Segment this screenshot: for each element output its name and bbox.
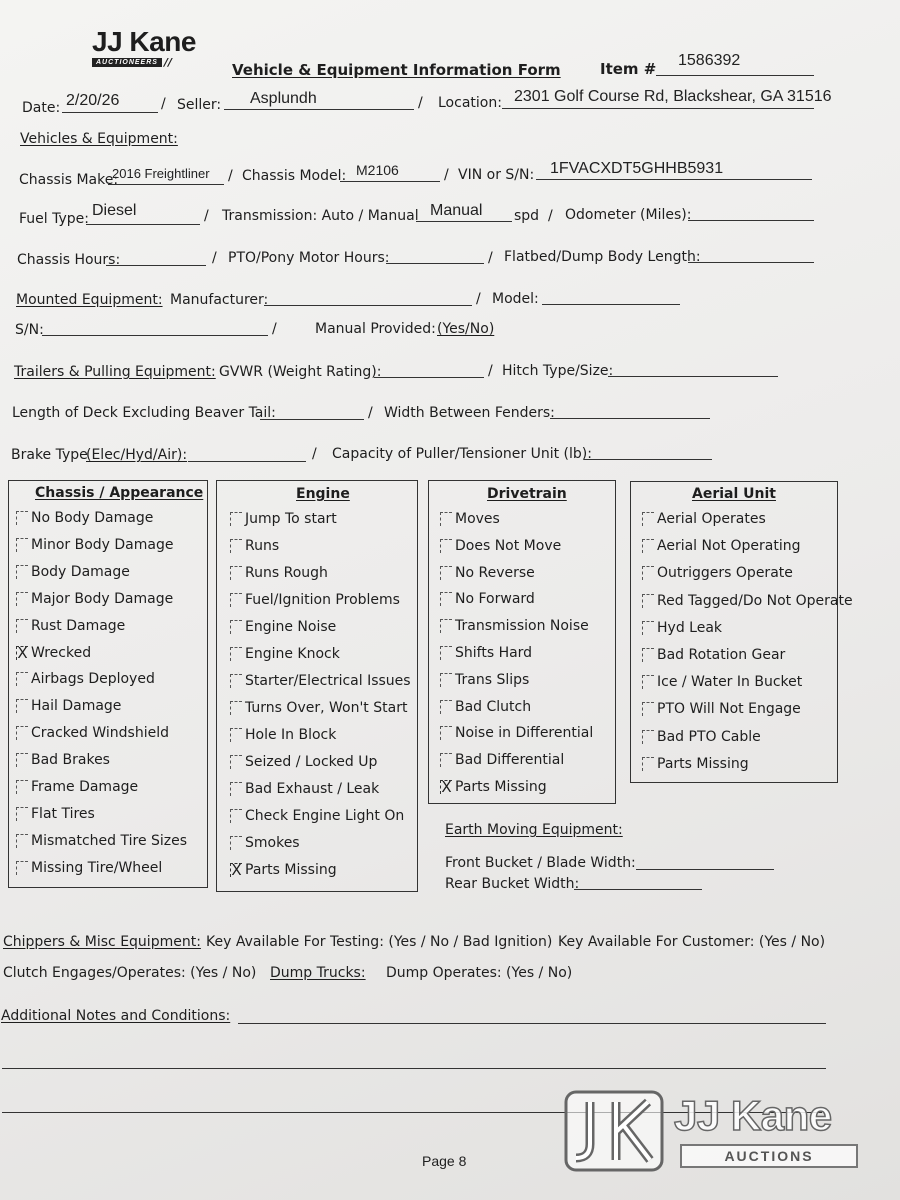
checklist-label: Seized / Locked Up bbox=[245, 754, 378, 770]
slash: / bbox=[476, 291, 481, 307]
checklist-label: Fuel/Ignition Problems bbox=[245, 592, 400, 608]
engine-item[interactable] bbox=[230, 673, 411, 689]
aerial-item[interactable] bbox=[642, 729, 761, 745]
checklist-label: Bad Exhaust / Leak bbox=[245, 781, 380, 797]
slash: / bbox=[548, 208, 553, 224]
front-bucket-label: Front Bucket / Blade Width: bbox=[445, 855, 636, 871]
checklist-label: Bad Differential bbox=[455, 752, 565, 769]
slash: / bbox=[488, 363, 493, 379]
checkbox[interactable] bbox=[230, 755, 242, 769]
deck-label: Length of Deck Excluding Beaver Tail: bbox=[12, 405, 276, 421]
engine-item[interactable] bbox=[230, 808, 404, 824]
checkbox[interactable] bbox=[440, 592, 452, 606]
item-label: Item # bbox=[600, 60, 657, 78]
location-value[interactable]: 2301 Golf Course Rd, Blackshear, GA 31516 bbox=[514, 88, 832, 105]
engine-item[interactable] bbox=[230, 727, 336, 743]
chassis-item[interactable] bbox=[16, 591, 173, 607]
brake-field[interactable] bbox=[188, 461, 306, 462]
checklist-label: PTO Will Not Engage bbox=[657, 701, 801, 718]
checkbox[interactable] bbox=[16, 780, 28, 794]
location-line bbox=[502, 108, 814, 109]
chassis-item[interactable] bbox=[16, 645, 91, 661]
engine-item[interactable] bbox=[230, 565, 328, 581]
checklist-label: Minor Body Damage bbox=[31, 536, 174, 553]
drivetrain-item[interactable] bbox=[440, 511, 500, 527]
manual-options[interactable]: (Yes/No) bbox=[437, 321, 495, 337]
checklist-label: Bad Rotation Gear bbox=[657, 647, 786, 663]
deck-field[interactable] bbox=[260, 419, 364, 420]
checkbox[interactable] bbox=[16, 565, 28, 579]
logo-name: JJ Kane bbox=[92, 26, 196, 57]
checkbox[interactable] bbox=[440, 700, 452, 714]
rear-bucket-label: Rear Bucket Width: bbox=[445, 876, 580, 892]
slash: / bbox=[161, 96, 166, 112]
drivetrain-item[interactable] bbox=[440, 618, 589, 634]
watermark-sub: AUCTIONS bbox=[680, 1144, 858, 1168]
brake-label: Brake Type bbox=[11, 447, 88, 463]
model-field[interactable] bbox=[542, 304, 680, 305]
brake-options[interactable]: (Elec/Hyd/Air): bbox=[86, 447, 188, 463]
chassis-item[interactable] bbox=[16, 564, 130, 580]
chassis-item[interactable] bbox=[16, 752, 110, 768]
checkbox[interactable] bbox=[642, 512, 654, 526]
capacity-label: Capacity of Puller/Tensioner Unit (lb): bbox=[332, 446, 592, 462]
chassis-item[interactable] bbox=[16, 510, 153, 526]
checklist-label: Starter/Electrical Issues bbox=[245, 673, 411, 689]
checkbox[interactable] bbox=[16, 807, 28, 821]
checkbox[interactable]: X bbox=[17, 643, 28, 662]
manufacturer-field[interactable] bbox=[264, 305, 472, 306]
checklist-label: Parts Missing bbox=[657, 755, 749, 772]
checkbox[interactable] bbox=[642, 594, 654, 608]
sn-label: S/N: bbox=[15, 322, 44, 338]
transmission-label: Transmission: Auto / Manual bbox=[222, 208, 419, 224]
engine-item[interactable] bbox=[230, 862, 337, 878]
chassis-box-title: Chassis / Appearance bbox=[35, 485, 204, 501]
dump-operates-label[interactable]: Dump Operates: (Yes / No) bbox=[386, 965, 573, 981]
chassis-model-line bbox=[340, 181, 440, 182]
checklist-label: Hole In Block bbox=[245, 727, 337, 743]
checkbox[interactable] bbox=[230, 674, 242, 688]
slash: / bbox=[204, 208, 209, 224]
checkbox[interactable] bbox=[16, 861, 28, 875]
hitch-label: Hitch Type/Size: bbox=[502, 363, 614, 379]
aerial-item[interactable] bbox=[642, 701, 801, 717]
engine-box-title: Engine bbox=[296, 486, 350, 502]
notes-line-2[interactable] bbox=[2, 1068, 826, 1069]
fender-label: Width Between Fenders: bbox=[384, 405, 555, 421]
checklist-label: Check Engine Light On bbox=[245, 808, 405, 824]
chassis-item[interactable] bbox=[16, 806, 95, 822]
checklist-label: Engine Knock bbox=[245, 646, 340, 662]
pto-hours-label: PTO/Pony Motor Hours: bbox=[228, 250, 390, 266]
checkbox[interactable] bbox=[230, 809, 242, 823]
checkbox[interactable] bbox=[230, 728, 242, 742]
vin-line bbox=[536, 179, 812, 180]
jj-kane-watermark bbox=[562, 1088, 862, 1174]
checkbox[interactable] bbox=[230, 620, 242, 634]
checklist-label: Major Body Damage bbox=[31, 590, 174, 607]
chassis-make-value[interactable]: 2016 Freightliner bbox=[112, 166, 210, 181]
checklist-label: Cracked Windshield bbox=[31, 725, 169, 742]
odometer-label: Odometer (Miles): bbox=[565, 207, 692, 223]
checklist-label: Moves bbox=[455, 511, 500, 527]
seller-label: Seller: bbox=[177, 97, 222, 113]
checkbox[interactable] bbox=[16, 699, 28, 713]
checkbox[interactable] bbox=[440, 539, 452, 553]
pto-hours-field[interactable] bbox=[386, 263, 484, 264]
chassis-model-label: Chassis Model: bbox=[242, 168, 347, 184]
engine-item[interactable] bbox=[230, 781, 379, 797]
checklist-label: Engine Noise bbox=[245, 619, 337, 635]
checklist-label: Does Not Move bbox=[455, 537, 562, 554]
checklist-label: Flat Tires bbox=[31, 805, 95, 822]
model-label: Model: bbox=[492, 291, 539, 307]
manual-label: Manual Provided: bbox=[315, 321, 436, 337]
transmission-line bbox=[416, 221, 512, 222]
checkbox[interactable] bbox=[440, 619, 452, 633]
date-label: Date: bbox=[22, 100, 61, 116]
sn-field[interactable] bbox=[42, 335, 268, 336]
aerial-item[interactable] bbox=[642, 538, 800, 554]
seller-value[interactable]: Asplundh bbox=[250, 90, 317, 107]
checkbox[interactable] bbox=[16, 726, 28, 740]
engine-item[interactable] bbox=[230, 700, 407, 716]
checklist-label: Runs bbox=[245, 538, 280, 554]
drivetrain-item[interactable] bbox=[440, 699, 531, 715]
drivetrain-box-title: Drivetrain bbox=[487, 486, 567, 502]
checkbox[interactable] bbox=[642, 621, 654, 635]
checklist-label: Bad PTO Cable bbox=[657, 728, 761, 745]
checkbox[interactable] bbox=[440, 512, 452, 526]
checklist-label: Body Damage bbox=[31, 563, 130, 580]
checklist-label: Aerial Operates bbox=[657, 511, 766, 527]
checkbox[interactable] bbox=[642, 648, 654, 662]
checklist-label: Ice / Water In Bucket bbox=[657, 674, 803, 691]
drivetrain-item[interactable] bbox=[440, 565, 535, 581]
checkbox[interactable] bbox=[440, 726, 452, 740]
aerial-item[interactable] bbox=[642, 593, 853, 609]
drivetrain-item[interactable] bbox=[440, 672, 529, 688]
slash: / bbox=[444, 167, 449, 183]
vehicles-section-label: Vehicles & Equipment: bbox=[20, 131, 178, 147]
checklist-label: Parts Missing bbox=[455, 779, 547, 795]
aerial-item[interactable] bbox=[642, 647, 785, 663]
chassis-item[interactable] bbox=[16, 537, 173, 553]
chassis-item[interactable] bbox=[16, 860, 162, 876]
capacity-field[interactable] bbox=[584, 459, 712, 460]
key-testing-label[interactable]: Key Available For Testing: (Yes / No / Bad Ignition) bbox=[206, 934, 553, 950]
checklist-label: Outriggers Operate bbox=[657, 565, 793, 582]
checkbox[interactable] bbox=[16, 538, 28, 552]
drivetrain-item[interactable] bbox=[440, 591, 535, 607]
aerial-item[interactable] bbox=[642, 674, 802, 690]
fuel-value[interactable]: Diesel bbox=[92, 202, 137, 219]
engine-item[interactable] bbox=[230, 619, 336, 635]
checklist-label: Hyd Leak bbox=[657, 619, 723, 636]
slash: / bbox=[272, 321, 277, 337]
odometer-field[interactable] bbox=[688, 220, 814, 221]
checkbox[interactable] bbox=[230, 836, 242, 850]
checkbox[interactable] bbox=[440, 673, 452, 687]
slash: / bbox=[418, 95, 423, 111]
engine-item[interactable] bbox=[230, 754, 377, 770]
chassis-item[interactable] bbox=[16, 833, 187, 849]
chassis-item[interactable] bbox=[16, 698, 121, 714]
checklist-label: Smokes bbox=[245, 835, 300, 851]
earth-section-label: Earth Moving Equipment: bbox=[445, 822, 623, 838]
checklist-label: No Reverse bbox=[455, 564, 535, 581]
checklist-label: Jump To start bbox=[245, 511, 337, 527]
chassis-item[interactable] bbox=[16, 671, 155, 687]
checklist-label: Transmission Noise bbox=[455, 618, 589, 635]
checkbox[interactable] bbox=[230, 593, 242, 607]
transmission-value[interactable]: Manual bbox=[430, 202, 483, 219]
checklist-label: Bad Brakes bbox=[31, 752, 110, 769]
checkbox[interactable] bbox=[16, 672, 28, 686]
checklist-label: Aerial Not Operating bbox=[657, 538, 801, 555]
front-bucket-field[interactable] bbox=[636, 869, 774, 870]
jk-monogram-icon bbox=[562, 1088, 666, 1174]
date-value[interactable]: 2/20/26 bbox=[66, 92, 120, 109]
watermark-name: JJ Kane bbox=[674, 1092, 832, 1139]
chassis-item[interactable] bbox=[16, 779, 138, 795]
checkbox[interactable] bbox=[440, 646, 452, 660]
vin-label: VIN or S/N: bbox=[458, 167, 535, 183]
fender-field[interactable] bbox=[550, 418, 710, 419]
chippers-section-label: Chippers & Misc Equipment: bbox=[3, 934, 201, 950]
logo-slash-icon: // bbox=[163, 56, 172, 69]
engine-item[interactable] bbox=[230, 646, 340, 662]
checklist-label: Red Tagged/Do Not Operate bbox=[657, 592, 853, 609]
checklist-label: Frame Damage bbox=[31, 779, 139, 795]
chassis-make-line bbox=[108, 184, 224, 185]
checkbox[interactable] bbox=[440, 566, 452, 580]
engine-item[interactable] bbox=[230, 592, 400, 608]
checkbox[interactable] bbox=[230, 647, 242, 661]
checkbox[interactable] bbox=[16, 753, 28, 767]
mounted-section-label: Mounted Equipment: bbox=[16, 292, 163, 308]
checklist-label: Runs Rough bbox=[245, 565, 328, 581]
checklist-label: Noise in Differential bbox=[455, 725, 594, 742]
aerial-item[interactable] bbox=[642, 565, 793, 581]
item-value[interactable]: 1586392 bbox=[678, 52, 741, 69]
checklist-label: Wrecked bbox=[31, 644, 92, 661]
slash: / bbox=[488, 250, 493, 266]
chassis-model-value[interactable]: M2106 bbox=[356, 162, 399, 178]
checklist-label: Rust Damage bbox=[31, 617, 126, 634]
aerial-item[interactable] bbox=[642, 511, 766, 527]
checkbox[interactable] bbox=[16, 511, 28, 525]
drivetrain-item[interactable] bbox=[440, 538, 561, 554]
engine-item[interactable] bbox=[230, 511, 337, 527]
checkbox[interactable]: X bbox=[441, 778, 452, 796]
checkbox[interactable] bbox=[642, 675, 654, 689]
aerial-item[interactable] bbox=[642, 756, 749, 772]
checkbox[interactable] bbox=[642, 539, 654, 553]
notes-line-1[interactable] bbox=[238, 1023, 826, 1024]
seller-line bbox=[224, 109, 414, 110]
checklist-label: No Body Damage bbox=[31, 510, 154, 526]
slash: / bbox=[212, 250, 217, 266]
checklist-label: Turns Over, Won't Start bbox=[245, 700, 408, 716]
drivetrain-item[interactable] bbox=[440, 752, 564, 768]
slash: / bbox=[312, 446, 317, 462]
fuel-label: Fuel Type: bbox=[19, 211, 89, 227]
notes-label: Additional Notes and Conditions: bbox=[1, 1008, 231, 1024]
trailers-section-label: Trailers & Pulling Equipment: bbox=[14, 364, 216, 380]
checklist-label: Bad Clutch bbox=[455, 698, 532, 715]
engine-item[interactable] bbox=[230, 835, 300, 851]
jj-kane-logo bbox=[92, 26, 196, 69]
checklist-label: Shifts Hard bbox=[455, 645, 533, 661]
checklist-label: Parts Missing bbox=[245, 862, 337, 878]
checkbox[interactable] bbox=[642, 730, 654, 744]
spd-label: spd bbox=[514, 208, 540, 224]
checkbox[interactable] bbox=[230, 512, 242, 526]
logo-sub: AUCTIONEERS bbox=[92, 58, 162, 67]
checkbox[interactable] bbox=[230, 566, 242, 580]
key-customer-label[interactable]: Key Available For Customer: (Yes / No) bbox=[558, 934, 826, 950]
drivetrain-item[interactable] bbox=[440, 725, 593, 741]
engine-item[interactable] bbox=[230, 538, 279, 554]
chassis-hours-label: Chassis Hours: bbox=[17, 252, 121, 268]
chassis-hours-field[interactable] bbox=[106, 265, 206, 266]
chassis-item[interactable] bbox=[16, 725, 169, 741]
clutch-label[interactable]: Clutch Engages/Operates: (Yes / No) bbox=[3, 965, 257, 981]
checklist-label: No Forward bbox=[455, 591, 535, 608]
drivetrain-item[interactable] bbox=[440, 779, 547, 795]
chassis-make-label: Chassis Make: bbox=[19, 172, 119, 188]
checklist-label: Airbags Deployed bbox=[31, 671, 155, 688]
slash: / bbox=[228, 168, 233, 184]
hitch-field[interactable] bbox=[608, 376, 778, 377]
aerial-item[interactable] bbox=[642, 620, 722, 636]
checkbox[interactable] bbox=[230, 539, 242, 553]
flatbed-field[interactable] bbox=[688, 262, 814, 263]
checkbox[interactable] bbox=[642, 566, 654, 580]
item-line bbox=[656, 75, 814, 76]
checkbox[interactable] bbox=[16, 592, 28, 606]
date-line bbox=[62, 112, 158, 113]
checkbox[interactable] bbox=[440, 753, 452, 767]
gvwr-field[interactable] bbox=[374, 377, 484, 378]
form-title: Vehicle & Equipment Information Form bbox=[232, 61, 561, 79]
checkbox[interactable] bbox=[642, 702, 654, 716]
location-label: Location: bbox=[438, 95, 502, 111]
vin-value[interactable]: 1FVACXDT5GHHB5931 bbox=[550, 160, 724, 177]
checklist-label: Hail Damage bbox=[31, 698, 122, 715]
fuel-line bbox=[86, 224, 200, 225]
checklist-label: Missing Tire/Wheel bbox=[31, 859, 163, 876]
checkbox[interactable] bbox=[16, 834, 28, 848]
drivetrain-item[interactable] bbox=[440, 645, 532, 661]
checklist-label: Mismatched Tire Sizes bbox=[31, 832, 188, 849]
page-number: Page 8 bbox=[422, 1153, 467, 1169]
chassis-item[interactable] bbox=[16, 618, 125, 634]
checkbox[interactable] bbox=[642, 757, 654, 771]
aerial-box-title: Aerial Unit bbox=[692, 486, 776, 502]
checklist-label: Trans Slips bbox=[455, 671, 530, 688]
rear-bucket-field[interactable] bbox=[574, 889, 702, 890]
checkbox[interactable] bbox=[16, 619, 28, 633]
checkbox[interactable] bbox=[230, 782, 242, 796]
checkbox[interactable]: X bbox=[231, 861, 242, 879]
flatbed-label: Flatbed/Dump Body Length: bbox=[504, 249, 701, 265]
checkbox[interactable] bbox=[230, 701, 242, 715]
manufacturer-label: Manufacturer: bbox=[170, 292, 269, 308]
gvwr-label: GVWR (Weight Rating): bbox=[219, 364, 382, 380]
dump-trucks-label: Dump Trucks: bbox=[270, 965, 366, 981]
slash: / bbox=[368, 405, 373, 421]
